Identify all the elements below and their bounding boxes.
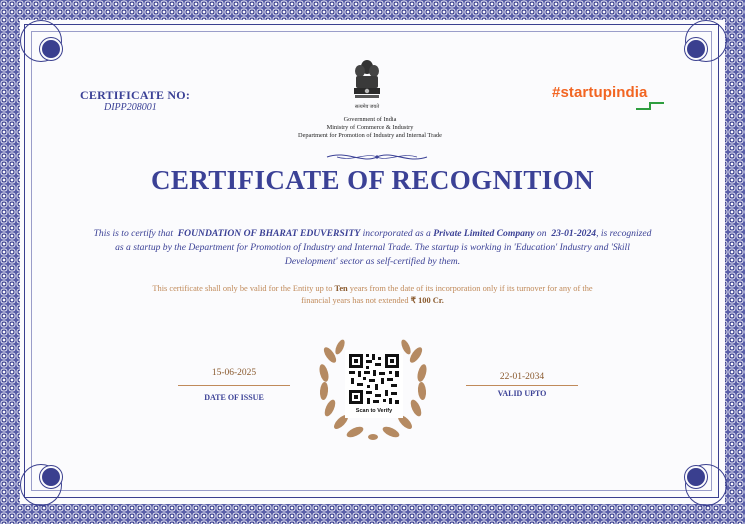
validity-years: Ten (334, 284, 348, 293)
startupindia-logo (552, 84, 648, 101)
statement-on: on (536, 228, 547, 239)
issue-date-underline (178, 385, 290, 386)
company-type: Private Limited Company (433, 228, 535, 239)
emblem-motto: सत्यमेव जयते (354, 105, 380, 110)
valid-upto-value: 22-01-2034 (499, 372, 545, 382)
corner-dot-tr (685, 38, 707, 60)
statement-intro: This is to certify that (93, 228, 173, 239)
startupindia-logo-text: #startupind (552, 84, 635, 101)
corner-dot-br (685, 466, 707, 488)
corner-dot-bl (40, 466, 62, 488)
certificate-title: CERTIFICATE OF RECOGNITION (150, 165, 594, 195)
issuer-line-3: Department for Promotion of Industry and Internal Trade (298, 131, 442, 139)
valid-upto-label: VALID UPTO (497, 389, 547, 398)
turnover-limit: ₹ 100 Cr. (410, 295, 444, 305)
valid-upto-underline (466, 385, 578, 386)
national-emblem-icon (350, 58, 384, 110)
validity-part-1: This certificate shall only be valid for the Entity up to (152, 284, 333, 293)
validity-part-2: years from the date of its incorporation only if its turnover for any of the financial years has not extended (301, 284, 593, 305)
issuer-line-1: Government of India (343, 116, 397, 123)
corner-dot-tl (40, 38, 62, 60)
certification-statement (92, 227, 653, 269)
qr-code-icon[interactable] (345, 350, 403, 408)
startupindia-arrow-icon (636, 101, 666, 110)
statement-incorporated-as: incorporated as a (362, 228, 431, 239)
certificate-number-label: CERTIFICATE NO: (80, 88, 191, 102)
issuer-block (250, 116, 490, 139)
flourish-ornament (317, 150, 437, 164)
statement-rest: , is recognized as a startup by the Department for Promotion of Industry and Internal Trade. The startup is working in 'Education' Industry and 'Skill Development' sector as self-certified by them. (115, 228, 652, 267)
qr-code-label: Scan to Verify (355, 408, 393, 414)
entity-name: FOUNDATION OF BHARAT EDUVERSITY (177, 228, 361, 239)
issuer-line-2: Ministry of Commerce & Industry (326, 123, 414, 131)
issue-date-label: DATE OF ISSUE (204, 393, 264, 402)
startupindia-logo-text-suffix: ia (634, 84, 648, 101)
incorporation-date: 23-01-2024 (551, 228, 597, 239)
issue-date-value: 15-06-2025 (211, 368, 257, 378)
validity-statement (150, 283, 595, 306)
certificate-number-value: DIPP208001 (104, 102, 157, 113)
